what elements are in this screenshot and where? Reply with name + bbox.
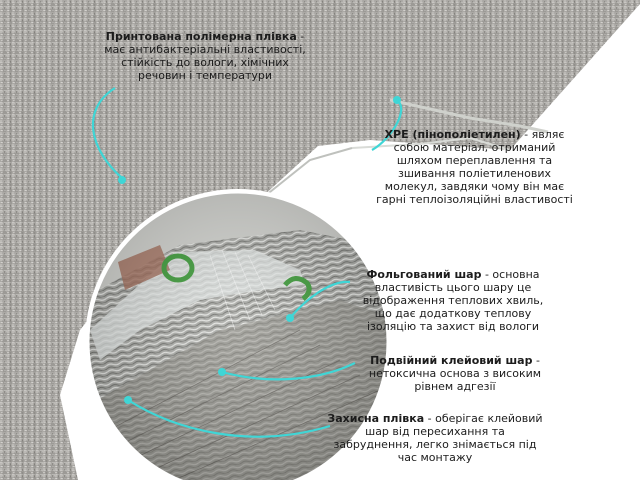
annotation-foil-layer [353, 268, 553, 333]
annotation-body: - являє собою матеріал, отриманий шляхом переплавлення та зшивання поліетиленових молекул, завдяки чому він має гарні теплоізоляційні властивості [376, 128, 573, 206]
annotation-title: Подвійний клейовий шар [370, 354, 533, 367]
annotation-title: Захисна плівка [327, 412, 425, 425]
annotation-printed-film [100, 30, 310, 82]
annotation-title: Принтована полімерна плівка [105, 30, 297, 43]
gauge-dot-icon [393, 96, 401, 104]
gauge-dot-icon [124, 396, 132, 404]
gauge-dot-icon [118, 176, 126, 184]
annotation-protective-film [325, 412, 545, 464]
annotation-glue-layer [360, 354, 550, 393]
annotation-xpe [372, 128, 577, 206]
gauge-dot-icon [218, 368, 226, 376]
annotation-body: - має антибактеріальні властивості, стійкість до вологи, хімічних речовин і температури [104, 30, 306, 82]
annotation-body: - основна властивість цього шару це відображення теплових хвиль, що дає додаткову теплову ізоляцію та захист від вологи [362, 268, 544, 333]
annotation-title: Фольгований шар [366, 268, 482, 281]
annotation-body: - нетоксична основа з високим рівнем адгезії [368, 354, 542, 393]
gauge-dot-icon [286, 314, 294, 322]
annotation-body: - оберігає клейовий шар від пересихання та забруднення, легко знімається під час монтажу [333, 412, 543, 464]
annotation-title: ХРЕ (пінополіетилен) [384, 128, 521, 141]
